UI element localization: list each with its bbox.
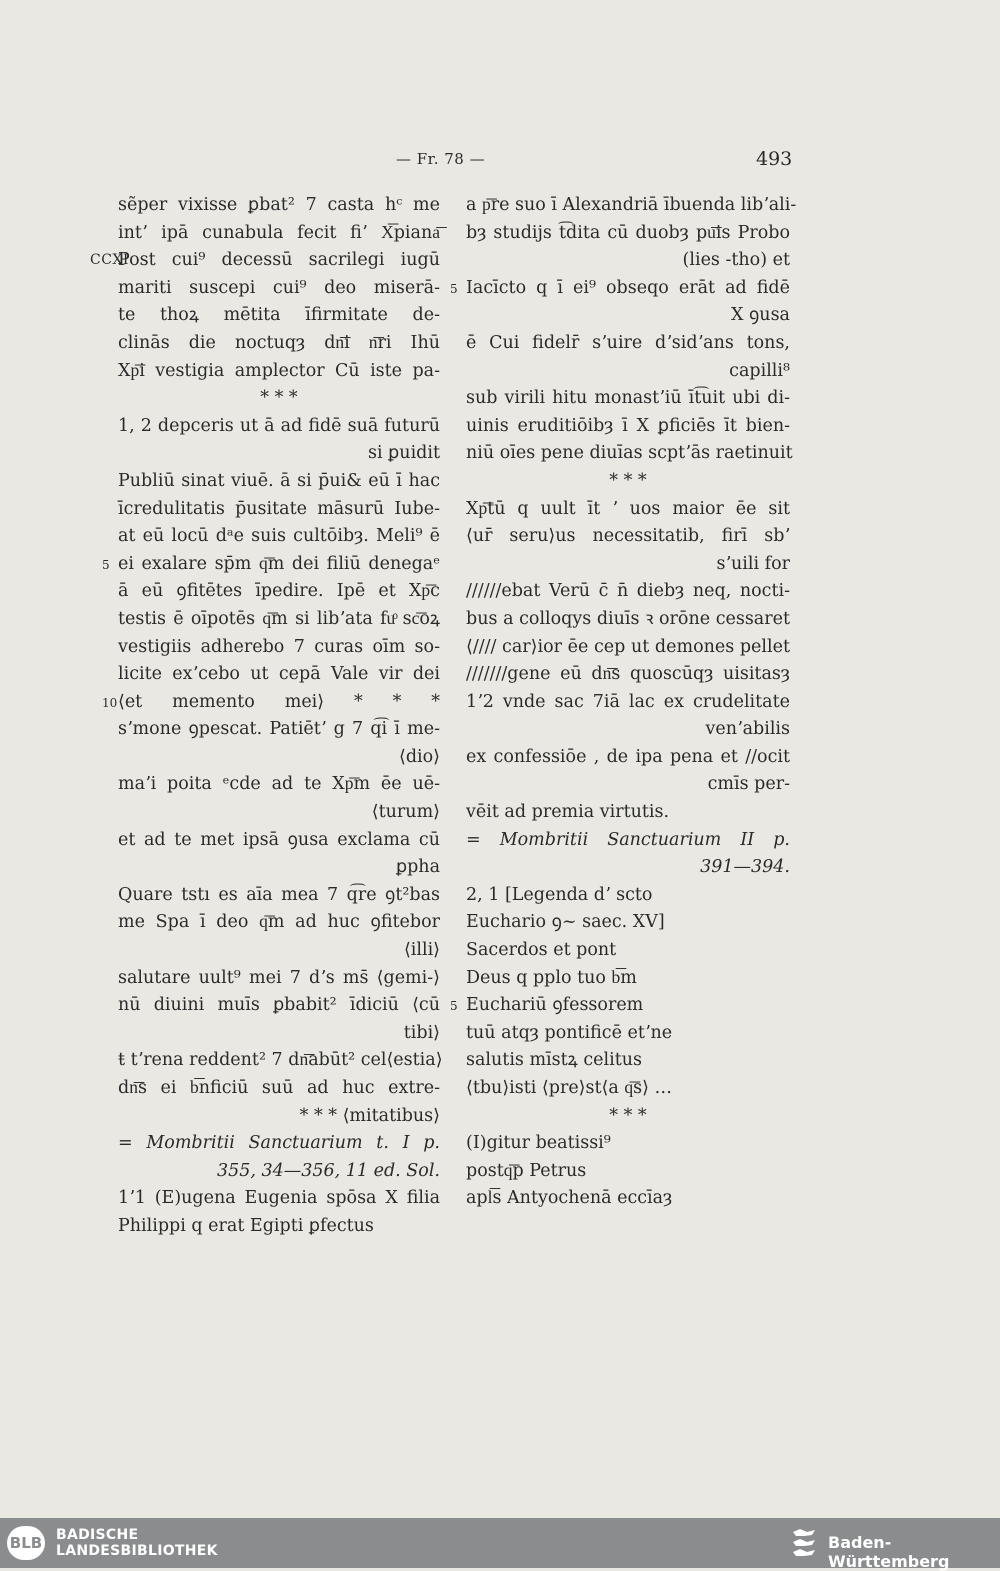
right-line [466, 882, 790, 910]
line-text: * * * ⟨mitatibus⟩ [299, 1105, 440, 1126]
line-text: postq͞p Petrus [466, 1160, 587, 1181]
left-line [90, 247, 440, 275]
line-text: sʼuili for [716, 553, 790, 574]
right-line [466, 716, 790, 744]
right-line [466, 413, 790, 441]
right-line [466, 827, 790, 855]
line-text: mariti suscepi cui⁹ deo miserā- [118, 277, 440, 298]
line-text: 1, 2 depceris ut ā ad fidē suā futurū [118, 415, 440, 436]
line-text: ŧ tʼrena reddent² 7 dn͞abūt² cel⟨estia⟩ [118, 1050, 443, 1071]
left-line [118, 192, 440, 220]
left-line [118, 302, 440, 330]
line-text: * * * [609, 1105, 647, 1126]
right-line [466, 965, 790, 993]
left-line [118, 1103, 440, 1131]
line-number: 10 [102, 695, 118, 710]
left-line [118, 882, 440, 910]
line-text: bus a colloqys diuīs ꝛ orōne cessaret [466, 608, 790, 629]
line-text: maʼi poita ᵉcde ad te Xp͞m ēe uē- [118, 774, 440, 795]
left-line [118, 606, 440, 634]
left-line [118, 854, 440, 882]
right-line [466, 440, 793, 468]
line-text: Publiū sinat viuē. ā si p̄ui& eū ī hac [118, 470, 440, 491]
line-text: ⟨//// car⟩ior ēe cep ut demones pellet [466, 636, 790, 657]
right-line [466, 523, 790, 551]
left-line [118, 523, 440, 551]
left-column [90, 192, 443, 1241]
left-line [118, 358, 440, 386]
right-line [466, 771, 790, 799]
blb-logo[interactable]: BLB [7, 1526, 45, 1560]
line-number: 5 [450, 281, 458, 296]
right-line [466, 385, 790, 413]
line-text: * * * [260, 388, 298, 409]
right-line [466, 634, 790, 662]
page-number: 493 [756, 148, 793, 170]
line-text: ⟨tbu⟩isti ⟨pre⟩st⟨a q͞s⟩ … [466, 1078, 672, 1098]
left-line [118, 1130, 440, 1158]
line-text: Xp͞i vestigia amplector Cū iste pa- [118, 360, 440, 381]
line-text: = Mombritii Sanctuarium II p. [466, 829, 790, 850]
line-number: 5 [102, 557, 110, 572]
left-line [118, 716, 440, 744]
left-line [118, 771, 440, 799]
right-line [450, 992, 790, 1020]
library-name[interactable] [56, 1527, 218, 1559]
right-line [466, 1185, 790, 1213]
right-line [466, 799, 790, 827]
left-line [102, 551, 440, 579]
line-text: Quare tstı es aīa mea 7 q͡re ꝯt²bas [118, 884, 440, 905]
line-text: Philippi q erat Egipti ꝑfectus [118, 1215, 374, 1236]
left-line [118, 937, 440, 965]
right-line [466, 220, 790, 248]
line-text: Sacerdos et pont [466, 940, 617, 961]
line-text: dn͞s ei b͞nficiū suū ad huc extre- [118, 1078, 440, 1098]
line-text: 1ʼ2 vnde sac 7iā lac ex crudelitate [466, 691, 790, 712]
line-text: ///////gene eū dn͞s quoscūqȝ uisitasȝ [466, 664, 790, 685]
right-line [466, 606, 790, 634]
line-text: ⟨illi⟩ [403, 940, 440, 961]
right-line [466, 1047, 790, 1075]
line-text: capilli⁸ [729, 360, 790, 381]
line-text: //////ebat Verū c̄ n̄ diebȝ neq, nocti- [466, 581, 790, 602]
line-text: 2, 1 [Legenda dʼ scto [466, 884, 653, 905]
right-line [466, 247, 790, 275]
left-line [118, 440, 440, 468]
footer-bar [0, 1518, 1000, 1571]
line-text: sʼmone ꝯpescat. Patiētʼ g 7 q͡i ī me- [118, 719, 440, 740]
right-line [466, 330, 790, 358]
line-text: (I)gitur beatissi⁹ [466, 1133, 611, 1154]
right-line [466, 496, 790, 524]
right-line [466, 1020, 790, 1048]
line-text: Deus q pplo tuo b͞m [466, 967, 637, 988]
right-line [466, 358, 790, 386]
line-text: 1ʼ1 (E)ugena Eugenia spōsa X filia [118, 1188, 440, 1209]
left-line [118, 661, 440, 689]
line-text: ⟨turum⟩ [371, 802, 440, 823]
right-line [466, 689, 790, 717]
left-line [118, 827, 440, 855]
right-line [466, 1103, 790, 1131]
line-text: salutis mīstꝝ celitus [466, 1050, 642, 1071]
line-text: licite exʼcebo ut cepā Vale vir dei [118, 664, 440, 685]
line-text: et ad te met ipsā ꝯusa exclama cū [118, 829, 440, 850]
line-text: a p͞re suo ī Alexandriā ībuenda libʼali- [466, 195, 797, 215]
line-text: tibi⟩ [403, 1022, 440, 1043]
left-line [118, 1047, 443, 1075]
left-line [118, 1158, 440, 1186]
line-text: ē Cui fidelr̄ sʼuire dʼsidʼans tons, [466, 332, 790, 353]
left-line [118, 744, 440, 772]
line-text: X ꝯusa [731, 305, 790, 326]
line-text: uinis eruditiōibȝ ī X ꝑficiēs īt bien- [466, 415, 790, 436]
line-number: 5 [450, 999, 458, 1014]
line-text: ⟨ur̄ seru⟩us necessitatib, firī sbʼ [466, 526, 790, 547]
right-line [466, 937, 790, 965]
right-line [466, 1158, 790, 1186]
line-text: bȝ studijs t͡dita cū duobȝ pu͞is Probo [466, 222, 790, 243]
left-line [118, 330, 440, 358]
state-label[interactable]: Baden-Württemberg [828, 1533, 950, 1571]
line-text: Iacīcto q ī ei⁹ obseqo erāt ad fidē [466, 277, 790, 298]
margin-numeral: CCXI [90, 252, 129, 269]
right-line [466, 302, 790, 330]
left-line [118, 413, 440, 441]
line-text: sub virili hitu monastʼiū īt͡uit ubi di- [466, 388, 790, 409]
line-text: Euchariū ꝯfessorem [466, 995, 644, 1016]
library-name-line-2: LANDESBIBLIOTHEK [56, 1543, 218, 1559]
left-line [102, 689, 440, 717]
right-line [466, 744, 790, 772]
line-text: Euchario ꝯ~ saec. XV] [466, 912, 665, 933]
left-line [118, 909, 440, 937]
line-text: ei exalare sp̄m q͞m dei filiū denegaᵉ [118, 553, 440, 574]
line-text: * * * [609, 470, 647, 491]
line-text: intʼ ipā cunabula fecit fiʼ X͞piana͞ [118, 222, 440, 243]
line-text: ā eū ꝯfitētes īpedire. Ipē et Xp͞c [118, 581, 440, 602]
left-line [118, 220, 440, 248]
fragment-label: — Fr. 78 — [396, 150, 486, 168]
line-text: at eū locū dᵃe suis cultōibȝ. Meli⁹ ē [118, 526, 440, 547]
line-text: si ꝑuidit [368, 443, 440, 464]
line-text: tuū atqȝ pontificē etʼne [466, 1022, 673, 1043]
line-text: cmīs per- [707, 774, 790, 795]
right-line [466, 578, 790, 606]
line-text: = Mombritii Sanctuarium t. I p. [118, 1133, 440, 1154]
line-text: venʼabilis [705, 719, 790, 740]
left-line [118, 965, 440, 993]
right-line [466, 1075, 790, 1103]
line-text: Xp͞tū q uult īt ʼ uos maior ēe sit [466, 498, 790, 519]
right-column [450, 192, 797, 1213]
line-text: ⟨et memento mei⟩ * * * [118, 691, 440, 712]
left-line [118, 468, 440, 496]
left-line [118, 1213, 440, 1241]
line-text: salutare uult⁹ mei 7 dʼs ms̄ ⟨gemi-⟩ [118, 967, 440, 988]
line-text: īcredulitatis p̄usitate māsurū Iube- [118, 498, 440, 519]
right-line [466, 909, 790, 937]
line-text: ꝑpha [395, 857, 440, 878]
left-line [118, 578, 440, 606]
right-line [466, 192, 797, 220]
right-line [466, 661, 790, 689]
line-text: ⟨dio⟩ [399, 746, 440, 767]
right-line [450, 275, 790, 303]
line-text: vēit ad premia virtutis. [466, 802, 670, 823]
line-text: me Spa ī deo q͞m ad huc ꝯfitebor [118, 912, 440, 933]
line-text: (lies -tho) et [682, 250, 790, 271]
line-text: 355, 34—356, 11 ed. Sol. [216, 1160, 440, 1181]
line-text: niū oīes pene diuīas scptʼās raetinuit [466, 443, 793, 464]
line-text: te thoꝝ mētita īfirmitate de- [118, 305, 440, 326]
right-line [466, 854, 790, 882]
line-text: 391—394. [700, 857, 790, 878]
line-text: ex confessiōe , de ipa pena et //ocit [466, 746, 790, 767]
left-line [118, 634, 440, 662]
line-text: apl͞s Antyochenā eccīaȝ [466, 1188, 673, 1209]
line-text: nū diuini muīs ꝑbabit² īdiciū ⟨cū [118, 995, 440, 1016]
library-name-line-1: BADISCHE [56, 1527, 139, 1543]
line-text: vestigiis adherebo 7 curas oīm so- [118, 636, 440, 657]
lions-coat-of-arms-icon [790, 1527, 820, 1559]
line-text: Post cui⁹ decessū sacrilegi iugū [118, 250, 440, 271]
left-line [118, 496, 440, 524]
right-line [466, 468, 790, 496]
left-line [118, 1020, 440, 1048]
left-line [118, 275, 440, 303]
line-text: clinās die noctuqȝ dn͞i n͞ri Ihū [118, 332, 440, 353]
line-text: testis ē oīpotēs q͞m si libʼata fuͦ sc͞oꝝ [118, 608, 440, 629]
line-text: sẽper vixisse ꝑbat² 7 casta hᶜ me [118, 195, 440, 215]
right-line [466, 1130, 790, 1158]
running-header [0, 148, 1000, 176]
right-line [466, 551, 790, 579]
left-line [118, 385, 440, 413]
left-line [118, 992, 440, 1020]
left-line [118, 799, 440, 827]
left-line [118, 1075, 440, 1103]
left-line [118, 1185, 440, 1213]
